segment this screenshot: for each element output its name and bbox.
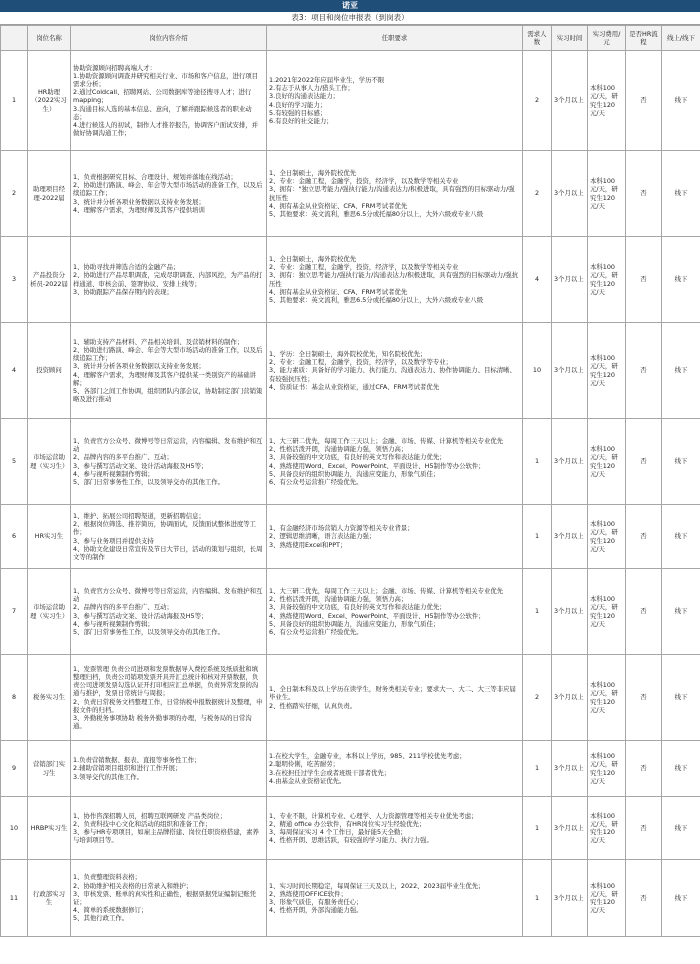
row-index: 9 <box>1 741 28 797</box>
work-mode: 线下 <box>662 741 700 797</box>
row-index: 1 <box>1 51 28 151</box>
table-row <box>1 860 700 937</box>
position-requirements <box>267 741 523 797</box>
position-requirements <box>267 151 523 237</box>
position-requirements-line: 2、性格活泼开朗，沟通协调能力强，领悟力高； <box>269 445 408 454</box>
position-content-line: 1、协作咨深招聘人员，招聘互联网研发 产品类岗位； <box>73 811 227 820</box>
position-requirements-line: 1.2021年2022年应届毕业生，学历不限 <box>269 75 385 84</box>
position-title: 行政部实习生 <box>28 860 71 937</box>
internship-duration: 3个月以上 <box>552 419 588 505</box>
position-requirements-line: 2、性格活泼开朗，沟通协调能力强，领悟力高； <box>269 595 408 604</box>
position-content <box>71 505 267 569</box>
work-mode: 线下 <box>662 237 700 323</box>
hr-process-flag: 否 <box>626 797 662 860</box>
position-content-line: 4、协助文化建设日常宣传及节日大节日，活动的策划与组织，长周文等的制作 <box>73 544 263 561</box>
position-content-line: 2、协助进行产品尽职调查，完成尽职调查、内部风控，为产品的打样通道、审核会前、签署协议、安排上线等； <box>73 271 263 288</box>
position-content-line: 3、协助跟踪产品保存期内的表现； <box>73 287 173 296</box>
position-content-line: 3、统计并分析各项业务数据以支持业务发展； <box>73 197 205 206</box>
table-title: 表3：项目和岗位申报表（到岗表） <box>0 12 700 25</box>
table-row <box>1 505 700 569</box>
position-requirements-line: 2.聪明伶俐，吃苦耐劳； <box>269 760 340 769</box>
col-header-position: 岗位名称 <box>28 26 71 51</box>
hr-process-flag: 否 <box>626 569 662 655</box>
position-requirements-line: 3、每周保证实习 4 个工作日，最好能5天全勤； <box>269 828 407 836</box>
position-content-line: 3.领导交代的其他工作。 <box>73 772 144 781</box>
internship-duration: 3个月以上 <box>552 797 588 860</box>
position-content-line: 4、参与视听视频制作剪辑； <box>73 619 154 628</box>
position-content <box>71 569 267 655</box>
position-title: 产品投资分析员-2022届 <box>28 237 71 323</box>
work-mode: 线下 <box>662 655 700 741</box>
position-content-line: 2、品牌内容的多平台推广、互动； <box>73 453 173 462</box>
hr-process-flag: 否 <box>626 151 662 237</box>
position-content-line: 1.协助资源顾问调查并研究相关行业、市场和客户信息，进行项目需求分析； <box>73 71 259 88</box>
position-content <box>71 860 267 937</box>
position-requirements-line: 3.良好的沟通表达能力； <box>269 92 340 101</box>
position-title: HRBP实习生 <box>28 797 71 860</box>
position-content-line: 4、理解客户需求，为理财师及其客户提供某一类别资产的基础讲解； <box>73 370 257 387</box>
work-mode: 线下 <box>662 860 700 937</box>
position-requirements-line: 5、具备良好的组织协调能力，沟通应变能力，形象气质佳； <box>269 469 440 478</box>
position-content-line: 2、协助进行路演、峰会、年会等大型市场活动的准备工作，以及后续追踪工作； <box>73 181 263 198</box>
company-banner: 诺亚 <box>0 0 700 12</box>
position-content-line: 2.辅助营销项目组织和进行工作开展； <box>73 764 182 773</box>
position-requirements-line: 4.良好的学习能力； <box>269 100 327 109</box>
position-requirements-line: 4、性格开朗、思维活跃，有较强的学习能力、执行力强。 <box>269 836 433 845</box>
row-index: 11 <box>1 860 28 937</box>
internship-fee: 本科100元/天，研究生120元/天 <box>588 419 626 505</box>
work-mode: 线下 <box>662 151 700 237</box>
hr-process-flag: 否 <box>626 655 662 741</box>
position-requirements-line: 4、熟练使用Word、Excel、PowerPoint、平面设计、H5制作等办公软件； <box>269 611 485 620</box>
headcount: 1 <box>523 860 552 937</box>
col-header-mode: 线上/线下 <box>662 26 700 51</box>
position-content-line: 4、简单的系统数据修订； <box>73 906 148 915</box>
position-requirements-line: 6、有公众号运营推广经验优先。 <box>269 477 363 486</box>
position-content-line: 2、根据岗位筛选、推荐简历，协调面试，反馈面试整体进度等工作； <box>73 520 257 537</box>
position-requirements-line: 6、有公众号运营推广经验优先。 <box>269 627 363 636</box>
row-index: 4 <box>1 323 28 419</box>
position-requirements-line: 1、全日制硕士，海外院校优先 <box>269 254 357 263</box>
position-requirements-line: 4、拥有基金从业资格证、CFA、FRM考试者优先 <box>269 287 408 296</box>
col-header-requirements: 任职要求 <box>267 26 523 51</box>
internship-duration: 3个月以上 <box>552 51 588 151</box>
position-content-line: 1.负责营销数据、报表、直报等事务性工作； <box>73 756 201 765</box>
work-mode: 线下 <box>662 569 700 655</box>
table-row <box>1 741 700 797</box>
internship-fee: 本科100元/天，研究生120元/天 <box>588 151 626 237</box>
position-requirements-line: 3、具备较强的中文功底，有良好的英文写作和表达能力优先； <box>269 453 446 462</box>
work-mode: 线下 <box>662 505 700 569</box>
position-requirements-line: 1、大三研二优先，每周工作三天以上；金融、市场、传媒、计算机等相关专业优先 <box>269 586 504 595</box>
position-content-line: 1、发票管理 负责公司进项和发票数据导入费控系统及纸质批和填整理归档，负责公司销项发票开具开汇总统计和核对开票数据，负责公司进项发票勾选认证开打印相应汇总单据，负责异常发票的沟通与推护，发票日常统计与周报； <box>73 664 259 698</box>
internship-fee: 本科100元/天，研究生120元/天 <box>588 797 626 860</box>
position-content-line: 5、其他行政工作。 <box>73 914 129 923</box>
internship-duration: 3个月以上 <box>552 860 588 937</box>
table-row <box>1 323 700 419</box>
position-requirements <box>267 323 523 419</box>
position-requirements-line: 2、熟练使用OFFICE软件； <box>269 889 347 898</box>
row-index: 2 <box>1 151 28 237</box>
table-row <box>1 237 700 323</box>
position-title: HR助理（2022实习生） <box>28 51 71 151</box>
row-index: 6 <box>1 505 28 569</box>
internship-fee: 本科100元/天，研究生120元/天 <box>588 51 626 151</box>
position-requirements-line: 5.有较强的目标感； <box>269 108 327 117</box>
internship-duration: 3个月以上 <box>552 323 588 419</box>
position-requirements-line: 2、逻辑思维清晰，语言表达能力强； <box>269 532 376 541</box>
position-requirements-line: 5、具备良好的组织协调能力，沟通应变能力，形象气质佳； <box>269 619 440 628</box>
row-index: 7 <box>1 569 28 655</box>
position-requirements <box>267 51 523 151</box>
internship-fee: 本科100元/天，研究生120元/天 <box>588 860 626 937</box>
position-requirements <box>267 419 523 505</box>
position-content-line: 5、部门日常事务性工作，以及领导交办的其他工作。 <box>73 627 225 636</box>
internship-fee: 本科100元/天，研究生120元/天 <box>588 323 626 419</box>
table-body <box>1 51 700 937</box>
position-content-line: 1、负责官方公众号、微博号等日常运营，内容编辑、发布维护和互动 <box>73 586 263 604</box>
row-index: 10 <box>1 797 28 860</box>
position-requirements-line: 2.有志于从事人力/猎头工作； <box>269 84 354 93</box>
position-requirements-line: 1、大三研二优先，每周工作三天以上；金融、市场、传媒、计算机等相关专业优先 <box>269 436 504 445</box>
position-requirements-line: 2、精通 office 办公软件，有HR岗位实习生经验优先； <box>269 819 426 828</box>
position-requirements-line: 2、专业：金融工程，金融学，投资，经济学，以及数学等相关专业 <box>269 263 459 272</box>
internship-duration: 3个月以上 <box>552 569 588 655</box>
header-row <box>1 26 700 51</box>
row-index: 8 <box>1 655 28 741</box>
position-requirements <box>267 505 523 569</box>
position-content-line: 4、参与视听视频制作剪辑； <box>73 469 154 478</box>
position-requirements-line: 1、学历：全日制硕士，海外院校优先，知名院校优先； <box>269 349 427 358</box>
position-requirements-line: 5、其他要求：英文流利，雅思6.5分或托福80分以上，大外六级或专业八级 <box>269 295 484 304</box>
position-requirements-line: 2、性格踏实仔细，认真负责。 <box>269 701 357 710</box>
position-content-line: 3、统计并分析各项业务数据以支持业务发展； <box>73 362 205 371</box>
position-requirements-line: 3、拥有：独立思考能力/强执行能力/沟通表达力/积极进取，具有强烈的目标驱动力/强抗压性 <box>269 271 519 288</box>
table-row <box>1 51 700 151</box>
work-mode: 线下 <box>662 797 700 860</box>
table-row <box>1 419 700 505</box>
position-requirements-line: 4、熟练使用Word、Excel、PowerPoint、平面设计、H5制作等办公软件； <box>269 461 485 470</box>
position-content-line: 1、协助寻找并筛选合适的金融产品； <box>73 263 180 272</box>
position-content <box>71 741 267 797</box>
position-requirements <box>267 655 523 741</box>
position-content-line: 1、辅助支持产品材料、产品相关培训、及营销材料的制作； <box>73 337 244 346</box>
position-content-line: 3、参与撰写活动文案、设计活动海报及H5等； <box>73 461 208 470</box>
position-requirements-line: 4、性格开朗，外部沟通能力强。 <box>269 906 363 915</box>
hr-process-flag: 否 <box>626 741 662 797</box>
position-content <box>71 655 267 741</box>
position-requirements <box>267 797 523 860</box>
position-content-line: 3、参与撰写活动文案、设计活动海报及H5等； <box>73 611 208 620</box>
position-requirements-line: 4.由基金从业资格证优先。 <box>269 776 346 785</box>
position-content-line: 3.沟通目标人选的基本信息、意向，了解并跟踪候选者的职业动态； <box>73 104 252 121</box>
position-content-line: 3、审核发票、账单的真实性和正确性，根据票据凭证编制记账凭证； <box>73 889 257 906</box>
position-requirements-line: 1、全日制本科及以上学历在读学生，财务类相关专业；要求大一、大二、大三等非应届毕业生。 <box>269 685 516 702</box>
position-requirements-line: 3、具备较强的中文功底，有良好的英文写作和表达能力优先； <box>269 603 446 612</box>
position-content-line: 5、各部门之间工作协调，组织团队内部会议，协助制定部门营销策略及进行推动 <box>73 386 263 404</box>
position-content-line: 4、理解客户需求，为理财师及其客户提供培训 <box>73 205 205 214</box>
table-row <box>1 797 700 860</box>
position-requirements-line: 5、其他要求：英文流利，雅思6.5分或托福80分以上，大外六级或专业八级 <box>269 209 484 218</box>
headcount: 1 <box>523 797 552 860</box>
position-title: 市场运营助理（实习生） <box>28 569 71 655</box>
position-title: 税务实习生 <box>28 655 71 741</box>
position-content-line: 协助资源顾问招聘高端人才： <box>73 63 157 72</box>
hr-process-flag: 否 <box>626 419 662 505</box>
hr-process-flag: 否 <box>626 860 662 937</box>
row-index: 3 <box>1 237 28 323</box>
hr-process-flag: 否 <box>626 51 662 151</box>
position-requirements-line: 4、资质证书：基金从业资格证，通过CFA、FRM考试者优先 <box>269 382 440 391</box>
hr-process-flag: 否 <box>626 505 662 569</box>
position-requirements-line: 3、熟练使用Excel和PPT； <box>269 540 347 549</box>
position-requirements-line: 3、拥有："独立思考能力/强执行能力/沟通表达力/积极进取，具有强烈的目标驱动力/强抗压性 <box>269 185 515 202</box>
position-content-line: 2、负责科技中心文化和活动的组织和准备工作； <box>73 819 212 828</box>
position-content-line: 3、参与HR专项项目，如雇主品牌搭建、岗位任职资格搭建，素养与培训项目等。 <box>73 828 259 845</box>
position-requirements-line: 1.在校大学生，金融专业，本科以上学历，985、211学校优先考虑； <box>269 752 466 761</box>
position-requirements <box>267 860 523 937</box>
position-content-line: 5、部门日常事务性工作，以及领导交办的其他工作。 <box>73 477 225 486</box>
position-requirements-line: 1、实习时间长期稳定，每周保证三天及以上，2022、2023届毕业生优先； <box>269 881 485 890</box>
position-title: 市场运营助理（实习生） <box>28 419 71 505</box>
headcount: 2 <box>523 51 552 151</box>
position-content-line: 1、负责官方公众号、微博号等日常运营，内容编辑、发布维护和互动 <box>73 436 263 454</box>
position-content-line: 1、负责整理资料表格； <box>73 873 141 882</box>
headcount: 2 <box>523 151 552 237</box>
internship-duration: 3个月以上 <box>552 741 588 797</box>
position-content-line: 2、协助维护相关表格的日常录入和维护； <box>73 881 193 890</box>
work-mode: 线下 <box>662 419 700 505</box>
internship-duration: 3个月以上 <box>552 655 588 741</box>
headcount: 1 <box>523 505 552 569</box>
position-content <box>71 419 267 505</box>
col-header-hr-process: 是否HR流程 <box>626 26 662 51</box>
internship-duration: 3个月以上 <box>552 505 588 569</box>
hr-process-flag: 否 <box>626 323 662 419</box>
position-requirements-line: 2、专业：金融工程，金融学，投资，经济学，以及数学等专业； <box>269 358 453 367</box>
position-title: 投资顾问 <box>28 323 71 419</box>
col-header-fee: 实习费用/元 <box>588 26 626 51</box>
headcount: 1 <box>523 419 552 505</box>
position-content-line: 2、协助进行路演、峰会、年会等大型市场活动的准备工作，以及后续追踪工作； <box>73 345 263 363</box>
position-content-line: 4.进行候选人的初试，制作人才推荐报告，协调客户面试安排，并做好协调沟通工作； <box>73 121 259 138</box>
position-requirements-line: 3、能力素质：具备好的学习能力、执行能力、沟通表达力、协作协调能力、目标清晰、有较强抗压性； <box>269 366 516 383</box>
position-requirements-line: 6.有良好的社交能力； <box>269 116 333 125</box>
position-content-line: 3、参与业务项目并提供支持 <box>73 536 154 545</box>
work-mode: 线下 <box>662 323 700 419</box>
headcount: 2 <box>523 655 552 741</box>
position-content-line: 2、品牌内容的多平台推广、互动； <box>73 603 173 612</box>
position-requirements <box>267 569 523 655</box>
internship-fee: 本科100元/天，研究生120元/天 <box>588 505 626 569</box>
position-requirements-line: 3、形象气质佳，有服务责任心； <box>269 898 363 906</box>
position-content-line: 2.通过Coldcall、招聘网站、公司数据库等途径搜寻人才；进行mapping； <box>73 88 252 105</box>
position-content <box>71 237 267 323</box>
position-content <box>71 323 267 419</box>
headcount: 10 <box>523 323 552 419</box>
position-content <box>71 51 267 151</box>
internship-duration: 3个月以上 <box>552 151 588 237</box>
col-header-index <box>1 26 28 51</box>
col-header-content: 岗位内容介绍 <box>71 26 267 51</box>
internship-duration: 3个月以上 <box>552 237 588 323</box>
position-requirements-line: 4、拥有基金从业资格证、CFA、FRM考试者优先 <box>269 201 408 210</box>
table-row <box>1 569 700 655</box>
position-title: 助理项目经理-2022届 <box>28 151 71 237</box>
col-header-headcount: 需求人数 <box>523 26 552 51</box>
position-requirements <box>267 237 523 323</box>
position-content-line: 1、维护、拓展公司招聘渠道，更新招聘信息； <box>73 511 205 520</box>
table-row <box>1 151 700 237</box>
internship-fee: 本科100元/天，研究生120元/天 <box>588 741 626 797</box>
headcount: 4 <box>523 237 552 323</box>
position-requirements-line: 1、全日制硕士，海外院校优先 <box>269 168 357 177</box>
position-requirements-line: 2、专业：金融工程，金融学，投资，经济学，以及数学等相关专业 <box>269 177 459 186</box>
headcount: 1 <box>523 741 552 797</box>
positions-table <box>0 25 700 937</box>
position-requirements-line: 1、专业不限，计算机专业、心理学、人力资源管理等相关专业优先考虑； <box>269 811 478 820</box>
internship-fee: 本科100元/天，研究生120元/天 <box>588 569 626 655</box>
position-content <box>71 151 267 237</box>
internship-fee: 本科100元/天，研究生120元/天 <box>588 655 626 741</box>
position-content-line: 1、负责根据研究目标、合理设计、规划并落地在线活动； <box>73 172 237 181</box>
position-content <box>71 797 267 860</box>
internship-fee: 本科100元/天，研究生120元/天 <box>588 237 626 323</box>
position-content-line: 2、负责日常税务文档整理工作，日常纳税申报数据统计及整理，申报文件的归档。 <box>73 697 263 714</box>
hr-process-flag: 否 <box>626 237 662 323</box>
work-mode: 线下 <box>662 51 700 151</box>
col-header-duration: 实习时间 <box>552 26 588 51</box>
position-requirements-line: 1、有金融经济市场营销人力资源等相关专业背景； <box>269 524 414 533</box>
row-index: 5 <box>1 419 28 505</box>
position-requirements-line: 3.在校担任过学生会或者班级干部者优先； <box>269 768 391 777</box>
position-title: HR实习生 <box>28 505 71 569</box>
headcount: 1 <box>523 569 552 655</box>
position-title: 营销部门实习生 <box>28 741 71 797</box>
position-content-line: 3、外勤税务事项协助 税务外勤事项的办理，与税务局的日常沟通。 <box>73 713 252 731</box>
table-row <box>1 655 700 741</box>
